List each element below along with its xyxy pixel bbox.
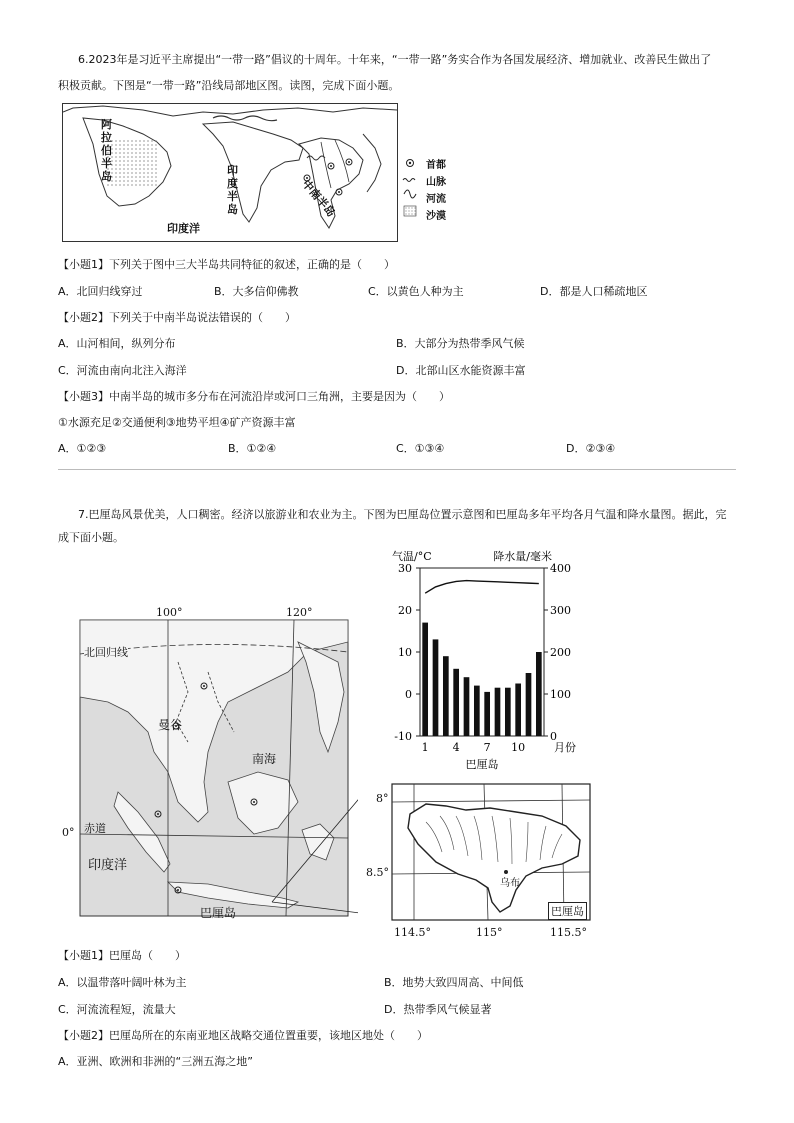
q6-intro-line1: 6.2023年是习近平主席提出“一带一路”倡议的十周年。十年来，“一带一路”务实合作为各国发展经济、增加就业、改善民生做出了 — [78, 53, 712, 66]
legend-desert: 沙漠 — [426, 211, 446, 222]
precip-bar — [505, 688, 511, 736]
map-legend — [402, 156, 462, 228]
q6-sub1-option-a[interactable]: A．北回归线穿过 — [58, 285, 143, 298]
precip-bar — [464, 677, 470, 736]
river-icon — [404, 190, 416, 198]
q7-sub1-option-a[interactable]: A．以温带落叶阔叶林为主 — [58, 976, 187, 989]
south-sea-label: 南海 — [252, 752, 277, 766]
se-asia-map — [58, 602, 358, 922]
q7-sub2-stem: 【小题2】巴厘岛所在的东南亚地区战略交通位置重要，该地区地处（ ） — [58, 1029, 428, 1042]
month-tick-label: 1 — [421, 741, 429, 754]
belt-road-map — [62, 103, 398, 242]
temp-tick-label: 30 — [398, 562, 412, 575]
temp-tick-label: 10 — [398, 646, 412, 659]
temp-line — [425, 581, 539, 594]
q6-sub3-stem: 【小题3】中南半岛的城市多分布在河流沿岸或河口三角洲，主要是因为（ ） — [58, 390, 450, 403]
q7-sub1-option-d[interactable]: D．热带季风气候显著 — [384, 1003, 492, 1016]
q6-sub3-choices: ①水源充足②交通便利③地势平坦④矿产资源丰富 — [58, 416, 296, 429]
equator-label: 赤道 — [84, 822, 106, 835]
inset-lat-8: 8° — [376, 792, 389, 805]
q7-intro-line1: 7.巴厘岛风景优美，人口稠密。经济以旅游业和农业为主。下图为巴厘岛位置示意图和巴厘岛多年平均各月气温和降水量图。据此，完 — [78, 508, 727, 521]
chart-frame — [420, 568, 544, 736]
q6-sub1-option-c[interactable]: C．以黄色人种为主 — [368, 285, 464, 298]
x-axis-label: 月份 — [554, 741, 576, 754]
q6-sub1-option-b[interactable]: B．大多信仰佛教 — [214, 285, 299, 298]
month-tick-label: 4 — [452, 741, 460, 754]
precip-bar — [453, 669, 459, 736]
q6-sub1-stem: 【小题1】下列关于图中三大半岛共同特征的叙述，正确的是（ ） — [58, 258, 395, 271]
lon-label-120: 120° — [286, 606, 313, 619]
inset-lat-8-5: 8.5° — [366, 866, 389, 879]
inset-city-ubud: 乌布 — [500, 878, 520, 889]
q6-sub3-option-d[interactable]: D．②③④ — [566, 442, 616, 455]
section-divider — [58, 469, 736, 470]
precip-bar — [443, 656, 449, 736]
legend-river: 河流 — [426, 194, 446, 205]
inset-lon-115-5: 115.5° — [550, 926, 587, 939]
precip-tick-label: 400 — [550, 562, 571, 575]
temp-tick-label: 0 — [405, 688, 412, 701]
precip-bar — [474, 686, 480, 736]
precip-bar — [515, 684, 521, 737]
q6-sub2-stem: 【小题2】下列关于中南半岛说法错误的（ ） — [58, 311, 296, 324]
precip-bar — [526, 673, 532, 736]
q7-sub1-option-c[interactable]: C．河流流程短，流量大 — [58, 1003, 176, 1016]
q7-intro-line2: 成下面小题。 — [58, 531, 124, 544]
precip-tick-label: 300 — [550, 604, 571, 617]
month-tick-label: 10 — [511, 741, 526, 754]
legend-mountain: 山脉 — [426, 177, 446, 188]
lat-0-label: 0° — [62, 826, 75, 839]
legend-capital: 首都 — [426, 160, 446, 171]
q6-intro-line2: 积极贡献。下图是“一带一路”沿线局部地区图。读图，完成下面小题。 — [58, 79, 400, 92]
bali-inset — [366, 782, 596, 942]
precip-tick-label: 0 — [550, 730, 557, 743]
q6-sub3-option-c[interactable]: C．①③④ — [396, 442, 445, 455]
bali-label: 巴厘岛 — [200, 906, 237, 920]
temp-tick-label: 20 — [398, 604, 412, 617]
label-arabia: 阿拉伯半岛 — [101, 118, 112, 183]
temp-tick-label: -10 — [394, 730, 412, 743]
q6-sub1-option-d[interactable]: D．都是人口稀疏地区 — [540, 285, 648, 298]
precip-tick-label: 100 — [550, 688, 571, 701]
q6-sub2-option-d[interactable]: D．北部山区水能资源丰富 — [396, 364, 526, 377]
q7-sub2-option-a[interactable]: A．亚洲、欧洲和非洲的“三洲五海之地” — [58, 1055, 253, 1068]
month-tick-label: 7 — [483, 741, 491, 754]
lon-label-100: 100° — [156, 606, 183, 619]
q6-sub2-option-a[interactable]: A．山河相间，纵列分布 — [58, 337, 176, 350]
precip-bar — [536, 652, 542, 736]
q6-sub3-option-a[interactable]: A．①②③ — [58, 442, 107, 455]
right-axis-label: 降水量/毫米 — [493, 550, 552, 563]
legend-symbols — [402, 156, 418, 228]
chart-title: 巴厘岛 — [465, 758, 499, 771]
q7-sub1-option-b[interactable]: B．地势大致四周高、中间低 — [384, 976, 524, 989]
label-indian-ocean: 印度洋 — [167, 222, 200, 235]
q7-sub1-stem: 【小题1】巴厘岛（ ） — [58, 949, 186, 962]
precip-tick-label: 200 — [550, 646, 571, 659]
indian-ocean-label: 印度洋 — [88, 858, 128, 873]
desert-icon — [404, 206, 416, 216]
inset-title: 巴厘岛 — [548, 902, 587, 920]
precip-bar — [422, 623, 428, 736]
mountain-icon — [403, 179, 415, 182]
label-indochina: 中南半岛 — [299, 177, 338, 220]
inset-lon-115: 115° — [476, 926, 503, 939]
bangkok-label: 曼谷 — [158, 718, 183, 732]
tropic-label: 北回归线 — [84, 646, 128, 659]
inset-lon-114-5: 114.5° — [394, 926, 431, 939]
q6-sub2-option-b[interactable]: B．大部分为热带季风气候 — [396, 337, 525, 350]
label-india: 印度半岛 — [227, 164, 238, 216]
capital-icon — [407, 160, 414, 167]
left-axis-label: 气温/°C — [392, 550, 432, 563]
precip-bar — [495, 688, 501, 736]
precip-bar — [433, 639, 439, 736]
climate-chart — [368, 546, 588, 776]
q6-sub3-option-b[interactable]: B．①②④ — [228, 442, 277, 455]
precip-bar — [484, 692, 490, 736]
q6-sub2-option-c[interactable]: C．河流由南向北注入海洋 — [58, 364, 187, 377]
climate-chart-svg — [368, 546, 588, 776]
